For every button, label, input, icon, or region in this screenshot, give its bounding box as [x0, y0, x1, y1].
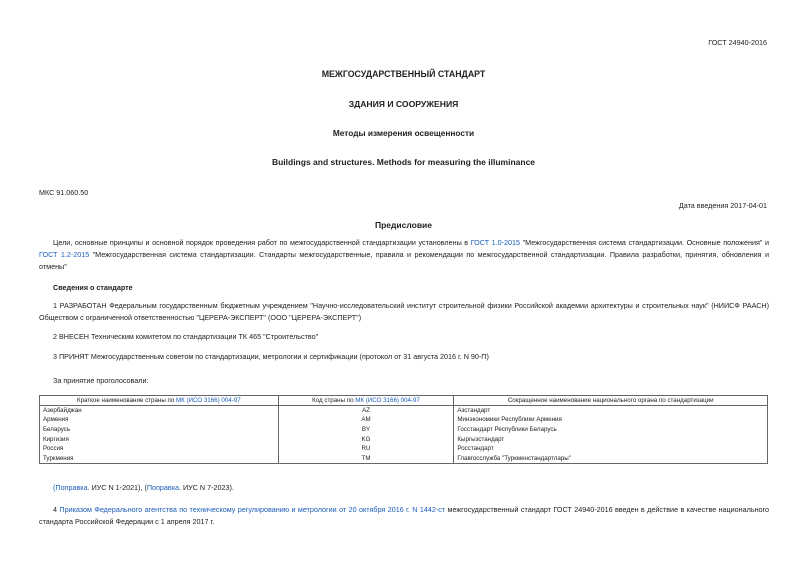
- column-header-country: Краткое наименование страны по МК (ИСО 3166) 004-97: [40, 396, 279, 406]
- column-header-organization: Сокращенное наименование национального органа по стандартизации: [454, 396, 768, 406]
- standard-subject-title: ЗДАНИЯ И СООРУЖЕНИЯ: [348, 99, 459, 109]
- adopted-by-paragraph: 3 ПРИНЯТ Межгосударственным советом по стандартизации, метрологии и сертификации (протокол от 31 августа 2016 г. N 90-П): [53, 352, 489, 361]
- submitted-by-paragraph: 2 ВНЕСЕН Техническим комитетом по стандартизации ТК 465 "Строительство": [53, 332, 319, 341]
- table-row: [40, 434, 768, 444]
- code-cell: BY: [278, 425, 454, 435]
- preface-text-c: "Межгосударственная система стандартизации. Стандарты межгосударственные, правила и рекомендации по межгосударственной стандартизации. Правила разработки, принятия, обновления и отмены": [39, 250, 769, 271]
- organization-cell: Кыргызстандарт: [454, 434, 768, 444]
- organization-cell: Госстандарт Республики Беларусь: [454, 425, 768, 435]
- mk-iso-link[interactable]: МК (ИСО 3166) 004-97: [355, 397, 420, 404]
- code-cell: RU: [278, 444, 454, 454]
- table-header-row: [40, 396, 768, 406]
- gost-1-2-link[interactable]: ГОСТ 1.2-2015: [39, 250, 90, 259]
- organization-cell: Росстандарт: [454, 444, 768, 454]
- mks-code: МКС 91.060.50: [39, 188, 89, 197]
- organization-cell: Минэкономики Республики Армения: [454, 415, 768, 425]
- country-cell: Азербайджан: [40, 406, 279, 416]
- table-row: [40, 425, 768, 435]
- country-cell: Россия: [40, 444, 279, 454]
- standard-type-title: МЕЖГОСУДАРСТВЕННЫЙ СТАНДАРТ: [321, 69, 486, 79]
- developed-by-paragraph: 1 РАЗРАБОТАН Федеральным государственным бюджетным учреждением "Научно-исследовательский институт строительной физики Российской академии архитектуры и строительных наук" (НИИСФ РААСН) Обществом с ограниченной ответственностью "ЦЕРЕРА-ЭКСПЕРТ" (ООО "ЦЕРЕРА-ЭКСПЕРТ"): [39, 301, 769, 322]
- preface-paragraph: [39, 237, 769, 273]
- table-row: [40, 444, 768, 454]
- amendments-line: (Поправка. ИУС N 1-2021), (Поправка. ИУС N 7-2023).: [53, 483, 234, 492]
- preface-heading: Предисловие: [374, 220, 433, 230]
- document-code: ГОСТ 24940-2016: [708, 38, 767, 47]
- amendment-link-2[interactable]: Поправка: [146, 483, 180, 492]
- organization-cell: Азстандарт: [454, 406, 768, 416]
- rosstandart-order-link[interactable]: Приказом Федерального агентства по техническому регулированию и метрологии от 20 октября 2016 г. N 1442-ст: [59, 505, 446, 514]
- code-cell: AZ: [278, 406, 454, 416]
- table-row: [40, 453, 768, 463]
- gost-1-0-link[interactable]: ГОСТ 1.0-2015: [470, 238, 521, 247]
- country-cell: Беларусь: [40, 425, 279, 435]
- amendment-link-1[interactable]: Поправка: [55, 483, 88, 492]
- voted-label: За принятие проголосовали:: [53, 376, 149, 385]
- standard-name-title: Методы измерения освещенности: [332, 128, 475, 138]
- table-row: [40, 406, 768, 416]
- preface-text-a: Цели, основные принципы и основной порядок проведения работ по межгосударственной стандартизации установлены в: [53, 238, 471, 247]
- code-cell: AM: [278, 415, 454, 425]
- code-cell: KG: [278, 434, 454, 444]
- standard-info-heading: Сведения о стандарте: [53, 283, 133, 292]
- country-cell: Армения: [40, 415, 279, 425]
- standard-english-title: Buildings and structures. Methods for measuring the illuminance: [271, 157, 536, 167]
- table-row: [40, 415, 768, 425]
- organization-cell: Главгосслужба "Туркменстандартлары": [454, 453, 768, 463]
- mk-iso-link[interactable]: МК (ИСО 3166) 004-97: [176, 397, 241, 404]
- voting-table: [39, 395, 768, 464]
- preface-text-b: "Межгосударственная система стандартизации. Основные положения" и: [520, 238, 769, 247]
- code-cell: TM: [278, 453, 454, 463]
- country-cell: Киргизия: [40, 434, 279, 444]
- introduction-date: Дата введения 2017-04-01: [678, 201, 767, 210]
- country-cell: Туркмения: [40, 453, 279, 463]
- column-header-code: Код страны по МК (ИСО 3166) 004-97: [278, 396, 454, 406]
- order-paragraph: 4 Приказом Федерального агентства по техническому регулированию и метрологии от 20 октября 2016 г. N 1442-ст межгосударственный стандарт ГОСТ 24940-2016 введен в действие в качестве национального стандарта Российской Федерации с 1 апреля 2017 г.: [39, 505, 770, 526]
